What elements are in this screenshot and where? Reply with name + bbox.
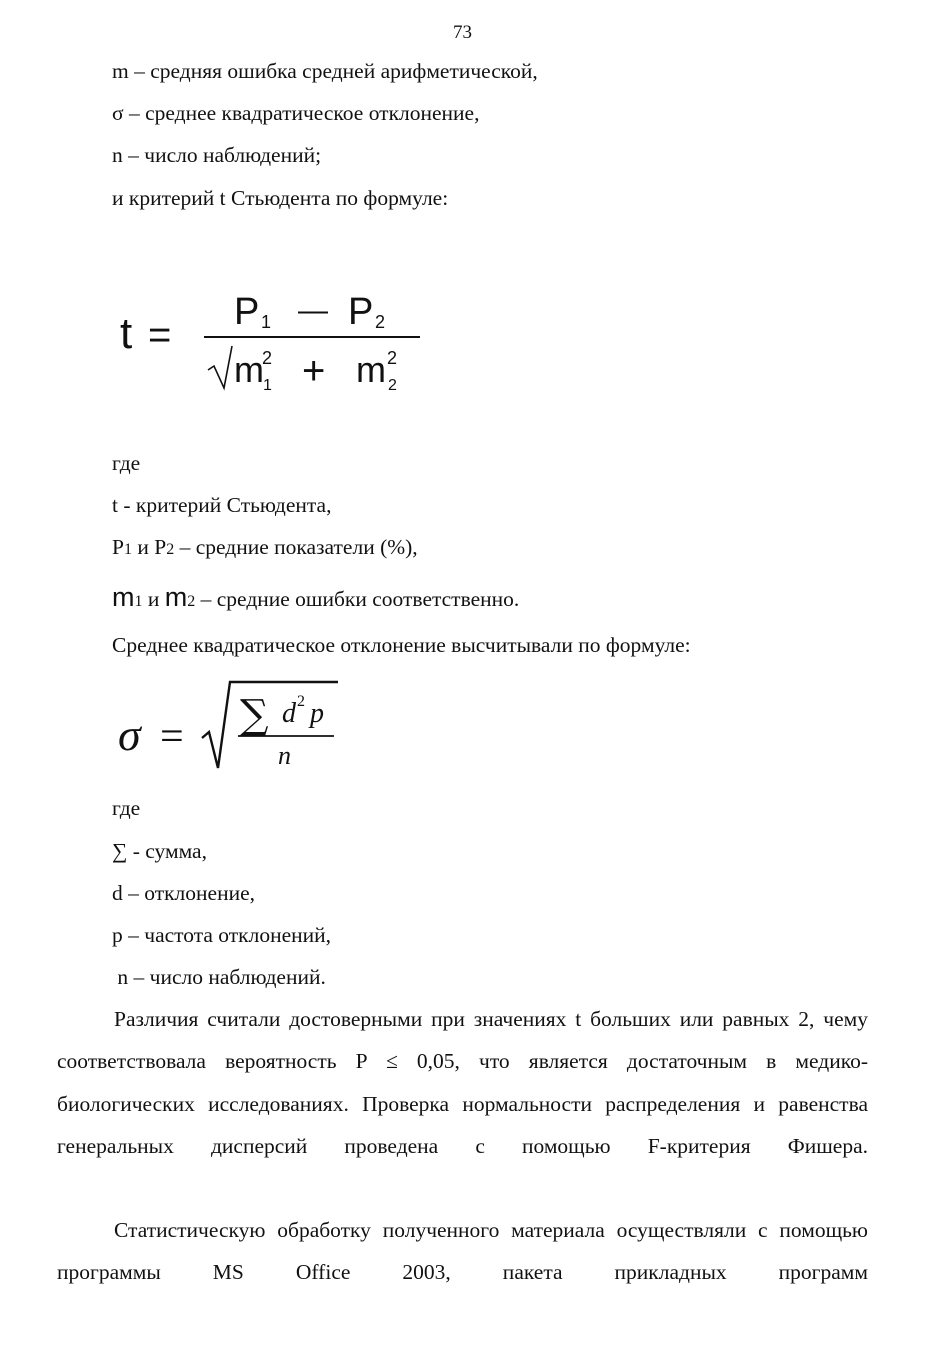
formula-t-eq: = bbox=[148, 313, 172, 357]
formula-sigma-lhs: σ bbox=[118, 709, 141, 760]
definition-sum: ∑ - сумма, bbox=[112, 839, 207, 863]
conjunction: и bbox=[131, 535, 155, 559]
formula-t-p2: P bbox=[348, 291, 374, 333]
m2-subscript: 2 bbox=[187, 593, 196, 610]
paragraph-text: Статистическую обработку полученного материала осуществляли с помощью программы MS Office 2003, пакета прикладных программ bbox=[57, 1218, 868, 1285]
definition-m bbox=[112, 58, 538, 84]
formula-t-m1: m bbox=[234, 349, 264, 390]
formula-t-lhs: t bbox=[120, 309, 133, 358]
definition-t: t - критерий Стьюдента, bbox=[112, 493, 332, 517]
formula-sigma-d-sup: 2 bbox=[297, 693, 305, 710]
paragraph-text: Различия считали достоверными при значениях t больших или равных 2, чему соответствовала вероятность P ≤ 0,05, что является достаточным в медико-биологических исследованиях. Проверка нормальности распределения и равенства генеральных дисперсий проведена с помощью F-критерия Фишера. bbox=[57, 1007, 868, 1159]
sqrt-sign bbox=[208, 346, 232, 388]
p2-subscript: 2 bbox=[166, 541, 175, 558]
where-label-2: где bbox=[112, 796, 141, 820]
definition-text: – средние ошибки соответственно. bbox=[195, 587, 520, 611]
formula-student-t bbox=[112, 278, 432, 408]
paragraph-software bbox=[57, 1209, 868, 1294]
formula-sigma-eq: = bbox=[160, 714, 184, 760]
definition-text: – средние показатели (%), bbox=[174, 535, 418, 559]
definition-d: d – отклонение, bbox=[112, 881, 256, 905]
definition-n-2: n – число наблюдений. bbox=[112, 965, 326, 989]
formula-t-p1: P bbox=[234, 291, 260, 333]
sum-symbol: ∑ bbox=[240, 692, 269, 738]
m1-symbol: m bbox=[112, 582, 135, 612]
formula-sigma-n: n bbox=[278, 741, 291, 770]
formula-t-m2: m bbox=[356, 349, 386, 390]
p1-symbol: P bbox=[112, 535, 124, 559]
definition-symbol: m bbox=[112, 59, 129, 83]
definition-symbol: n bbox=[112, 143, 123, 167]
formula-t-p2-sub: 2 bbox=[375, 312, 386, 332]
formula-t-p1-sub: 1 bbox=[261, 312, 272, 332]
definition-text: – среднее квадратическое отклонение, bbox=[123, 101, 480, 125]
page-number: 73 bbox=[453, 22, 472, 43]
where-label-1: где bbox=[112, 451, 141, 475]
formula-t-plus: + bbox=[302, 349, 326, 393]
formula-sigma-p: p bbox=[310, 698, 324, 729]
student-intro: и критерий t Стьюдента по формуле: bbox=[112, 186, 449, 210]
formula-t-m1-sub: 1 bbox=[263, 377, 272, 394]
p2-symbol: P bbox=[154, 535, 167, 559]
formula-t-m2-sup: 2 bbox=[387, 348, 398, 368]
definition-n bbox=[112, 142, 321, 168]
formula-t-m1-sup: 2 bbox=[262, 348, 273, 368]
formula-t-m2-sub: 2 bbox=[388, 377, 397, 394]
definition-p-freq: p – частота отклонений, bbox=[112, 923, 332, 947]
paragraph-significance bbox=[57, 998, 868, 1168]
definition-text: – число наблюдений; bbox=[122, 143, 322, 167]
formula-sigma-d: d bbox=[282, 698, 296, 729]
definition-text: – средняя ошибка средней арифметической, bbox=[128, 59, 538, 83]
p1-subscript: 1 bbox=[123, 541, 132, 558]
conjunction: и bbox=[142, 587, 165, 611]
definition-symbol: σ bbox=[112, 101, 124, 125]
definition-p bbox=[112, 534, 418, 563]
formula-t-minus: — bbox=[298, 294, 328, 327]
m2-symbol: m bbox=[164, 582, 188, 612]
sigma-intro: Среднее квадратическое отклонение высчитывали по формуле: bbox=[112, 633, 691, 657]
definition-sigma bbox=[112, 100, 479, 126]
m1-subscript: 1 bbox=[134, 593, 143, 610]
formula-sigma bbox=[112, 672, 352, 782]
definition-m12 bbox=[112, 584, 519, 615]
